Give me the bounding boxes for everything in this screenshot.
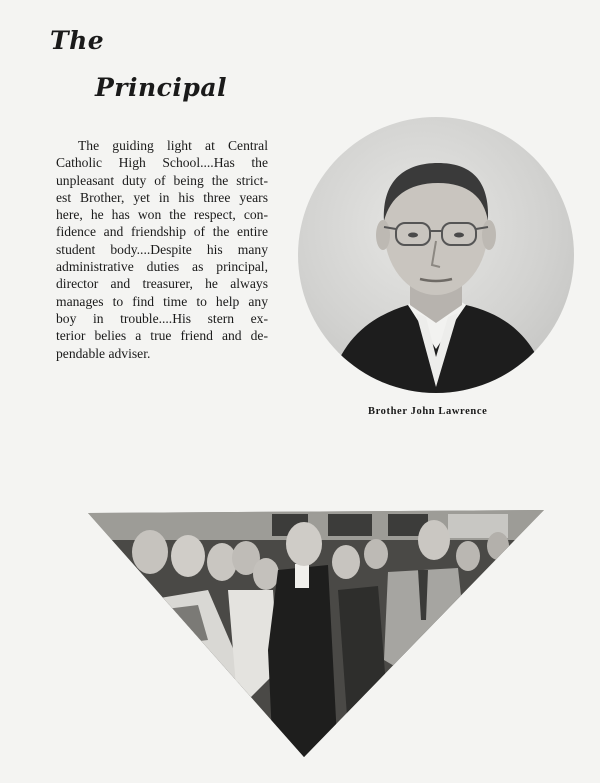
heading-principal: Principal <box>95 73 228 102</box>
bio-line: student body....Despite his many <box>56 241 268 257</box>
bio-line: director and treasurer, he always <box>56 276 268 292</box>
bio-line: boy in trouble....His stern ex- <box>56 310 268 326</box>
heading-the: The <box>50 26 105 55</box>
bio-line: administrative duties as principal, <box>56 259 268 275</box>
portrait-caption: Brother John Lawrence <box>368 406 488 417</box>
bio-line: manages to find time to help any <box>56 293 268 309</box>
bio-line: terior belies a true friend and de- <box>56 328 268 344</box>
bio-line: fidence and friendship of the entire <box>56 224 268 240</box>
bio-line: pendable adviser. <box>56 345 151 361</box>
bio-line: unpleasant duty of being the strict- <box>56 172 268 188</box>
bio-line: Catholic High School....Has the <box>56 155 268 171</box>
principal-bio <box>56 137 268 362</box>
group-photo-illustration <box>88 510 544 758</box>
portrait-illustration <box>298 117 574 393</box>
bio-line: here, he has won the respect, con- <box>56 207 268 223</box>
group-photo <box>88 510 544 758</box>
principal-portrait <box>298 117 574 393</box>
bio-line: est Brother, yet in his three years <box>56 189 268 205</box>
bio-line: The guiding light at Central <box>78 138 268 153</box>
